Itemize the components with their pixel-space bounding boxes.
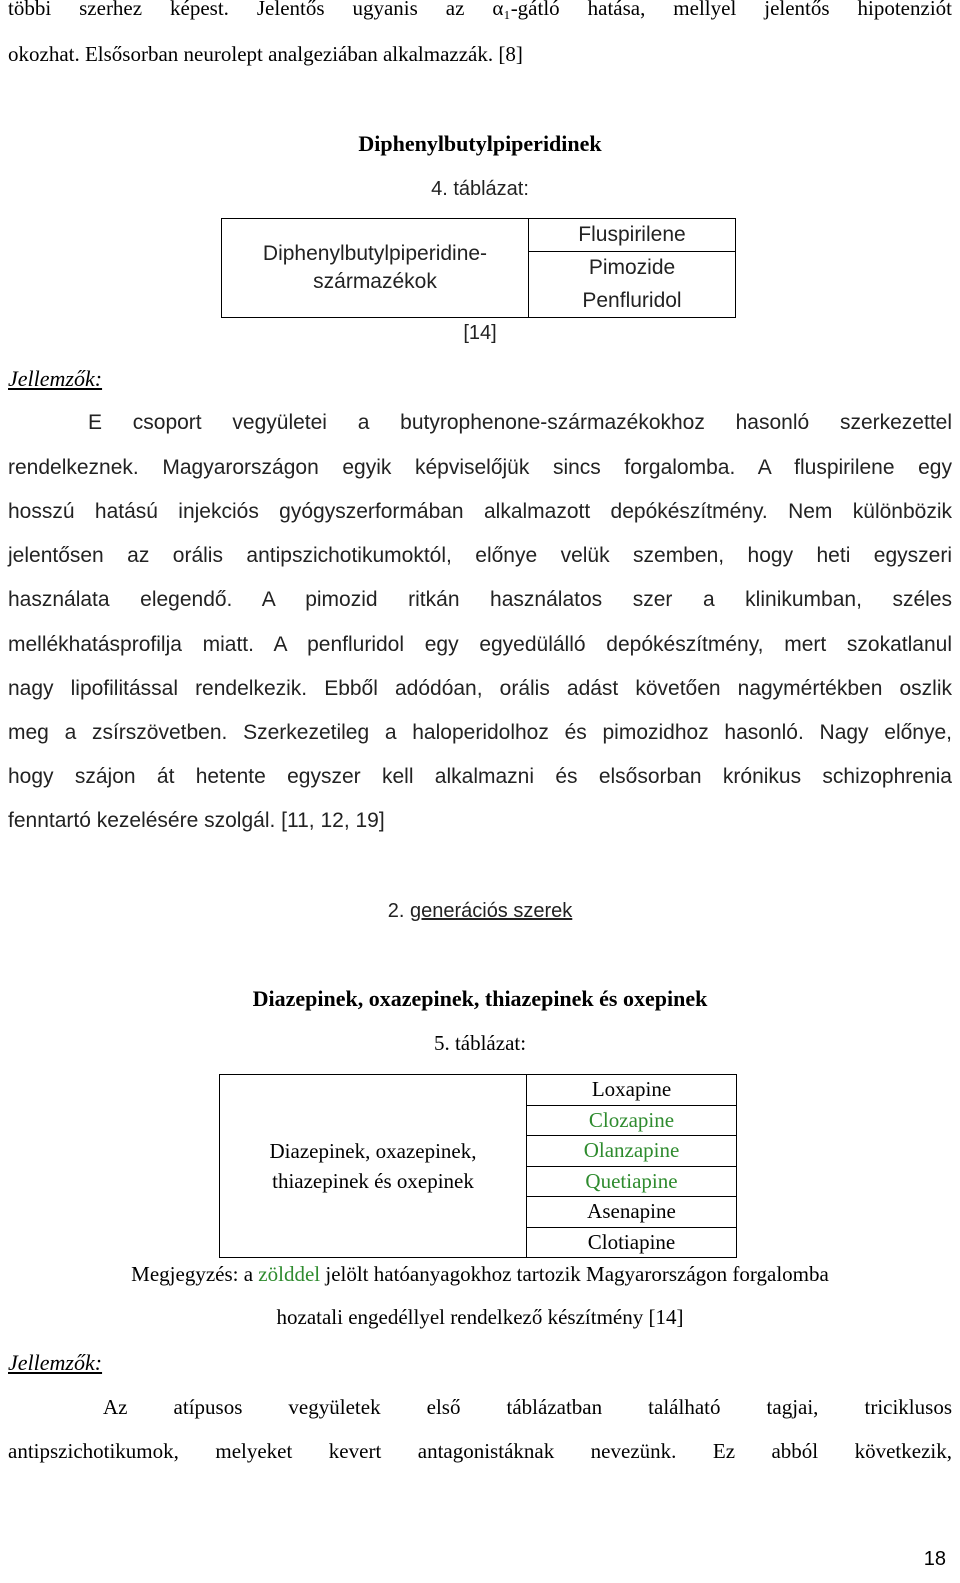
note-suffix: jelölt hatóanyagokhoz tartozik Magyarországon forgalomba xyxy=(320,1262,829,1286)
jellemzok-label: Jellemzők: xyxy=(8,1350,103,1375)
body-text-line: többi szerhez képest. Jelentős ugyanis az α₁-gátló hatása, mellyel jelentős hipotenziót xyxy=(8,0,952,20)
section-number-title xyxy=(8,898,952,924)
table-left-line: Diphenylbutylpiperidine- xyxy=(262,242,488,265)
table-drug-cell: Fluspirilene xyxy=(529,219,736,252)
table-drug-cell: Quetiapine xyxy=(527,1166,737,1197)
table-reference: [14] xyxy=(463,322,497,344)
note-green-word: zölddel xyxy=(258,1262,321,1286)
paragraph-line: antipszichotikumok, melyeket kevert antagonistáknak nevezünk. Ez abból következik, xyxy=(8,1439,952,1463)
table-caption: 4. táblázat: xyxy=(431,178,529,200)
paragraph-line: rendelkeznek. Magyarországon egyik képviselőjük sincs forgalomba. A fluspirilene egy xyxy=(8,456,952,479)
table-drug-cell: Penfluridol xyxy=(529,285,736,318)
paragraph-line: mellékhatásprofilja miatt. A penfluridol egy egyedülálló depókészítmény, mert szokatlanul xyxy=(8,633,952,656)
table-left-cell xyxy=(222,219,529,318)
table-drug-cell: Asenapine xyxy=(527,1197,737,1228)
page-number: 18 xyxy=(923,1548,946,1570)
paragraph-line: E csoport vegyületei a butyrophenone-származékokhoz hasonló szerkezettel xyxy=(88,411,952,434)
body-text-line: okozhat. Elsősorban neurolept analgeziában alkalmazzák. [8] xyxy=(8,42,523,66)
section-number: 2. xyxy=(387,900,405,922)
table-drug-cell: Clotiapine xyxy=(527,1227,737,1258)
table-note-line: hozatali engedéllyel rendelkező készítmény [14] xyxy=(276,1305,684,1329)
section-title: generációs szerek xyxy=(409,900,573,922)
paragraph-line: hosszú hatású injekciós gyógyszerformában alkalmazott depókészítmény. Nem különbözik xyxy=(8,500,952,523)
section-heading: Diazepinek, oxazepinek, thiazepinek és oxepinek xyxy=(252,986,708,1011)
jellemzok-label: Jellemzők: xyxy=(8,366,103,391)
table-drug-cell: Loxapine xyxy=(527,1075,737,1106)
table-5 xyxy=(219,1074,737,1258)
table-drug-cell: Clozapine xyxy=(527,1105,737,1136)
table-4 xyxy=(221,218,736,318)
section-heading: Diphenylbutylpiperidinek xyxy=(358,131,602,156)
table-drug-cell: Olanzapine xyxy=(527,1136,737,1167)
paragraph-line: nagy lipofilitással rendelkezik. Ebből adódóan, orális adást követően nagymértékben oszlik xyxy=(8,677,952,700)
table-left-line: Diazepinek, oxazepinek, xyxy=(269,1139,477,1163)
table-note xyxy=(30,1261,930,1287)
table-drug-cell: Pimozide xyxy=(529,252,736,285)
table-left-cell xyxy=(220,1075,527,1258)
paragraph-line: jelentősen az orális antipszichotikumoktól, előnye velük szemben, hogy heti egyszeri xyxy=(8,544,952,567)
table-caption: 5. táblázat: xyxy=(433,1031,527,1055)
table-left-line: thiazepinek és oxepinek xyxy=(272,1169,474,1193)
paragraph-line: használata elegendő. A pimozid ritkán használatos szer a klinikumban, széles xyxy=(8,588,952,611)
paragraph-line: meg a zsírszövetben. Szerkezetileg a haloperidolhoz és pimozidhoz hasonló. Nagy előnye, xyxy=(8,721,952,744)
table-left-line: származékok xyxy=(313,270,437,293)
paragraph-line: hogy szájon át hetente egyszer kell alkalmazni és elsősorban krónikus schizophrenia xyxy=(8,765,952,788)
paragraph-line: fenntartó kezelésére szolgál. [11, 12, 19] xyxy=(8,809,385,832)
paragraph-line: Az atípusos vegyületek első táblázatban található tagjai, triciklusos xyxy=(103,1395,952,1419)
note-prefix: Megjegyzés: a xyxy=(131,1262,259,1286)
